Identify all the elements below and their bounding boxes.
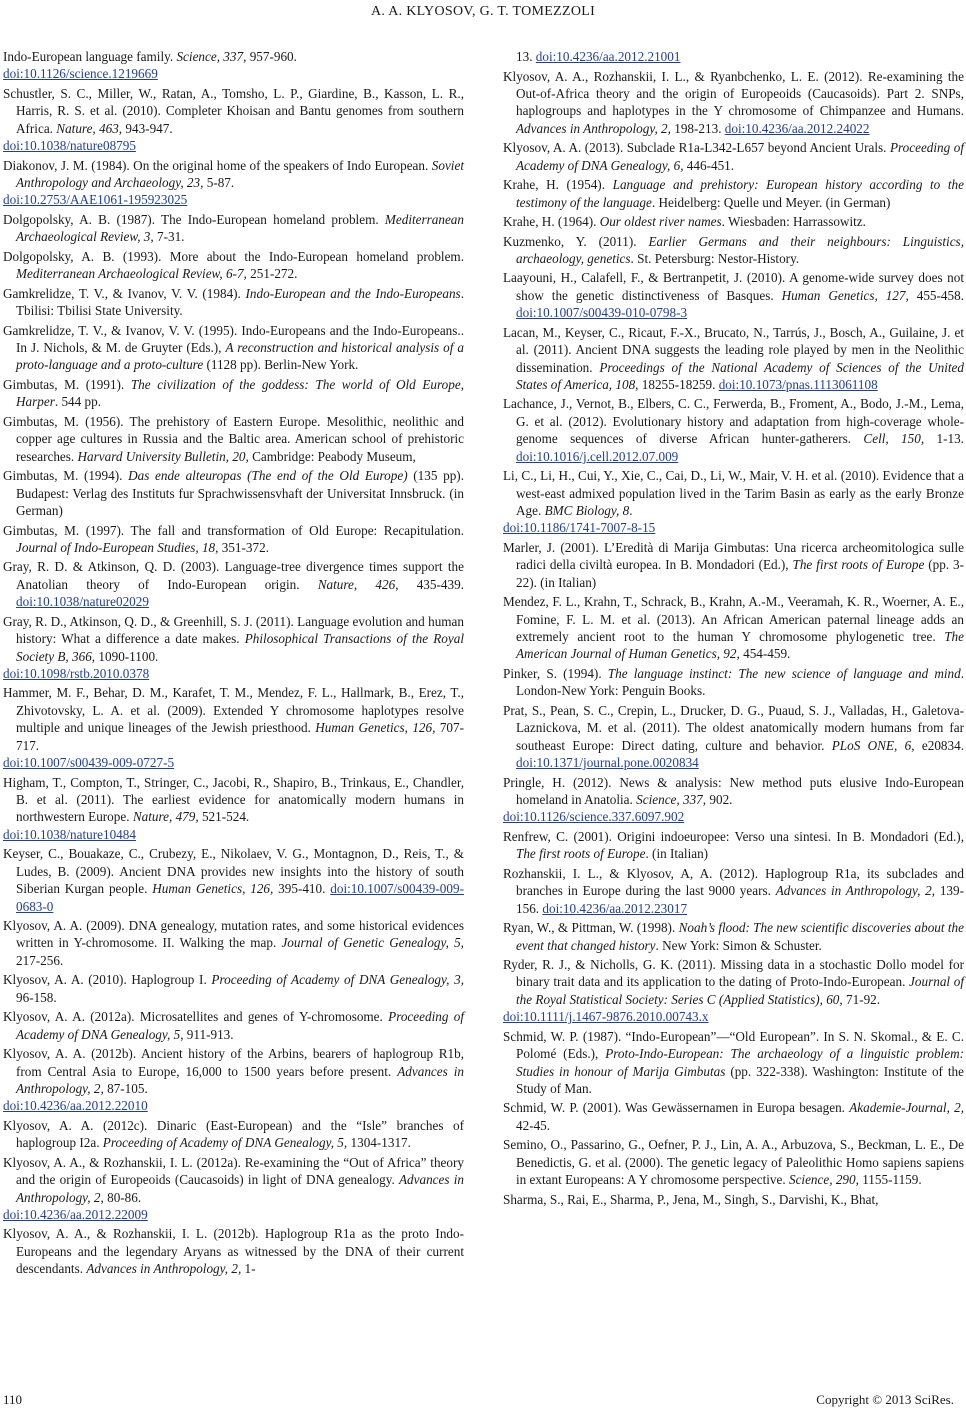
reference-source: Mediterranean Archaeological Review, 3, <box>16 211 464 245</box>
reference-source: Harvard University Bulletin, 20, <box>77 448 249 464</box>
reference-pages: (135 pp). Budapest: Verlag des Instituts fur Sprachwissensvhaft der Universitat Innsbruck. (in German) <box>16 468 464 518</box>
reference-text: Gimbutas, M. (1994). <box>3 468 129 484</box>
reference-pages: , 80-86. <box>100 1189 142 1205</box>
reference-pages: 7-31. <box>153 229 185 245</box>
reference-text: Rozhanskii, I. L., & Klyosov, A, A. (2012). Haplogroup R1a, its subclades and branches in Europe during the last 9000 years. <box>503 865 964 899</box>
reference-entry <box>503 324 964 394</box>
reference-source: Cell, 150, <box>863 431 925 447</box>
reference-pages: . 544 pp. <box>54 394 101 410</box>
doi-link[interactable]: doi:10.1007/s00439-010-0798-3 <box>516 305 688 321</box>
reference-text: Gamkrelidze, T. V., & Ivanov, V. V. (1995). Indo-Europeans and the Indo-Europeans.. In J. Nichols, & M. de Gruyter (Eds.), <box>3 322 464 356</box>
reference-entry <box>3 558 464 610</box>
reference-pages: . St. Petersburg: Nestor-History. <box>630 250 800 266</box>
reference-entry <box>3 48 464 83</box>
reference-pages: 1090-1100. <box>95 648 159 664</box>
reference-source: The language instinct: The new science of language and mind <box>607 665 961 681</box>
reference-pages: 707-717. <box>16 720 464 753</box>
reference-source: Soviet Anthropology and Archaeology, 23, <box>16 157 464 191</box>
reference-entry <box>3 85 464 155</box>
reference-text: Laayouni, H., Calafell, F., & Bertranpetit, J. (2010). A genome-wide survey does not show the genetic distinctiveness of Basques. <box>503 270 964 303</box>
reference-entry <box>3 467 464 519</box>
running-header: A. A. KLYOSOV, G. T. TOMEZZOLI <box>370 4 596 19</box>
reference-entry <box>503 48 964 65</box>
reference-entry <box>503 176 964 211</box>
reference-text: Ryan, W., & Pittman, W. (1998). <box>503 920 679 936</box>
reference-source: Earlier Germans and their neighbours: Linguistics, archaeology, genetics <box>516 233 964 266</box>
reference-text: Klyosov, A. A., & Rozhanskii, I. L. (2012b). Haplogroup R1a as the proto Indo-Europeans and the legendary Aryans as witnessed by the DNA of their current descendants. <box>3 1226 464 1277</box>
reference-entry <box>503 233 964 268</box>
reference-pages: 1-13. <box>924 431 964 447</box>
reference-source: A reconstruction and historical analysis of a proto-language and a proto-culture <box>16 340 464 373</box>
reference-pages: 395-410. <box>273 881 331 897</box>
reference-source: Human Genetics, 126, <box>315 720 436 736</box>
reference-pages: 902. <box>706 791 733 807</box>
reference-entry <box>503 68 964 138</box>
reference-entry <box>503 1191 964 1208</box>
reference-entry <box>503 865 964 917</box>
reference-text: Dolgopolsky, A. B. (1993). More about the Indo-European homeland problem. <box>3 248 464 264</box>
reference-text: Klyosov, A. A., Rozhanskii, I. L., & Ryanbchenko, L. E. (2012). Re-examining the Out-of-Africa theory and the origin of Europeoids (Caucasoids). Part 2. SNPs, haplogroups and haplotypes in the Y chromosome of Chimpanzee and Humans. <box>503 68 964 119</box>
reference-pages: 198-213. <box>670 120 725 136</box>
reference-entry <box>503 665 964 700</box>
reference-source: Science, 337, <box>636 791 707 807</box>
reference-source: Science, 290, <box>788 1172 859 1188</box>
reference-pages: 446-451. <box>683 157 735 173</box>
reference-source: Journal of Genetic Genealogy, 5, <box>281 935 464 951</box>
reference-pages: 454-459. <box>739 646 791 662</box>
doi-link[interactable]: doi:10.1038/nature02029 <box>16 594 149 610</box>
reference-entry <box>503 1099 964 1134</box>
reference-source: Advances in Anthropology, 2, <box>775 883 936 899</box>
doi-link[interactable]: doi:10.1098/rstb.2010.0378 <box>3 665 150 681</box>
reference-source: Proceedings of the National Academy of Sciences of the United States of America, 108, <box>516 359 964 392</box>
doi-link[interactable]: doi:10.1126/science.337.6097.902 <box>503 809 685 825</box>
reference-entry <box>503 213 964 230</box>
reference-text: Krahe, H. (1964). <box>503 214 600 230</box>
reference-source: Proceeding of Academy of DNA Genealogy, 5 <box>16 1009 464 1042</box>
reference-entry <box>3 248 464 283</box>
reference-text: Indo-European language family. <box>3 49 177 64</box>
reference-source: The first roots of Europe <box>792 557 925 573</box>
doi-link[interactable]: doi:10.1007/s00439-009-0683-0 <box>16 881 464 914</box>
doi-link[interactable]: doi:10.1111/j.1467-9876.2010.00743.x <box>503 1009 709 1025</box>
doi-link[interactable]: doi:10.1038/nature10484 <box>3 826 136 842</box>
reference-source: Journal of the Royal Statistical Society: Series C (Applied Statistics), 60, <box>516 974 964 1007</box>
reference-text: Kuzmenko, Y. (2011). <box>503 233 649 249</box>
reference-entry <box>503 828 964 863</box>
reference-entry <box>503 1028 964 1098</box>
reference-pages: (1128 pp). Berlin-New York. <box>203 357 359 373</box>
reference-entry <box>503 702 964 772</box>
reference-source: Advances in Anthropology, 2, <box>86 1261 242 1277</box>
reference-pages: 5-87. <box>203 175 235 191</box>
references-left-column <box>3 48 464 1280</box>
reference-text: Gimbutas, M. (1991). <box>3 376 131 392</box>
reference-pages: 943-947. <box>122 120 173 136</box>
reference-source: BMC Biology, 8 <box>544 503 630 518</box>
reference-entry <box>3 971 464 1006</box>
reference-source: The first roots of Europe <box>516 846 646 862</box>
reference-source: Philosophical Transactions of the Royal Society B, 366, <box>16 631 464 664</box>
reference-text: Klyosov, A. A. (2012c). Dinaric (East-European) and the “Isle” branches of haplogroup I2a. <box>3 1117 464 1151</box>
copyright-notice: Copyright © 2013 SciRes. <box>816 1392 954 1407</box>
reference-entry <box>3 1225 464 1277</box>
reference-pages: 351-372. <box>218 539 269 555</box>
doi-link[interactable]: doi:10.4236/aa.2012.24022 <box>724 120 870 136</box>
reference-text: Li, C., Li, H., Cui, Y., Xie, C., Cai, D., Li, W., Mair, V. H. et al. (2010). Evidence that a west-east admixed population lived in the Tarim Basin as early as the early Bronze Age. <box>503 468 964 518</box>
reference-pages: (pp. 3-22). (in Italian) <box>516 557 964 590</box>
reference-entry <box>503 139 964 174</box>
reference-text: Diakonov, J. M. (1984). On the original home of the speakers of Indo European. <box>3 157 432 173</box>
reference-pages: 18255-18259. <box>638 376 719 392</box>
reference-pages: 1304-1317. <box>347 1135 411 1151</box>
reference-text: Gamkrelidze, T. V., & Ivanov, V. V. (1984). <box>3 285 246 301</box>
reference-source: Noah’s flood: The new scientific discoveries about the event that changed history <box>516 920 964 953</box>
reference-text: Pinker, S. (1994). <box>503 665 608 681</box>
reference-text: Dolgopolsky, A. B. (1987). The Indo-European homeland problem. <box>3 211 385 227</box>
reference-text: Klyosov, A. A. (2013). Subclade R1a-L342-L657 beyond Ancient Urals. <box>503 140 890 156</box>
reference-entry <box>3 322 464 374</box>
reference-text: Gray, R. D. & Atkinson, Q. D. (2003). Language-tree divergence times support the Anatolian theory of Indo-European origin. <box>3 559 464 592</box>
reference-pages: (pp. 322-338). Washington: Institute of the Study of Man. <box>516 1063 964 1096</box>
page-number: 110 <box>3 1392 23 1407</box>
reference-text: 13. <box>516 49 536 64</box>
reference-source: Science, 337, <box>176 49 247 64</box>
reference-text: Renfrew, C. (2001). Origini indoeuropee: Verso una sintesi. In B. Mondadori (Ed.), <box>503 828 964 844</box>
reference-text: Schmid, W. P. (2001). Was Gewässernamen in Europa besagen. <box>503 1100 850 1116</box>
reference-text: Schmid, W. P. (1987). “Indo-European”—“Old European”. In S. N. Skomal., & E. C. Polomé (Eds.), <box>503 1028 964 1062</box>
reference-source: Akademie-Journal, 2, <box>849 1100 965 1116</box>
reference-entry <box>503 395 964 465</box>
reference-entry <box>3 917 464 969</box>
references-right-column <box>503 48 964 1210</box>
doi-link[interactable]: doi:10.2753/AAE1061-195923025 <box>3 192 188 208</box>
reference-text: Keyser, C., Bouakaze, C., Crubezy, E., Nikolaev, V. G., Montagnon, D., Reis, T., & Ludes, B. (2009). Ancient DNA provides new insights into the history of south Siberian Kurgan people. <box>3 846 464 897</box>
reference-text: Prat, S., Pean, S. C., Crepin, L., Drucker, D. G., Puaud, S. J., Valladas, H., Galetova-Laznickova, M. et al. (2011). The oldest anatomically modern humans from far southeast Europe: Direct dating, culture and behavior. <box>503 702 964 753</box>
reference-pages: . <box>629 503 633 518</box>
reference-text: Klyosov, A. A. (2012b). Ancient history of the Arbins, bearers of haplogroup R1b, from Central Asia to Europe, 16,000 to 1500 years before present. <box>3 1046 464 1079</box>
reference-text: Gray, R. D., Atkinson, Q. D., & Greenhill, S. J. (2011). Language evolution and human history: What a difference a date makes. <box>3 613 464 647</box>
reference-pages: 87-105. <box>103 1080 148 1096</box>
reference-text: Gimbutas, M. (1956). The prehistory of Eastern Europe. Mesolithic, neolithic and copper age cultures in Russia and the Baltic area. American school of prehistoric researches. <box>3 413 464 464</box>
reference-entry <box>503 956 964 1026</box>
reference-entry <box>3 774 464 844</box>
reference-text: Klyosov, A. A. (2009). DNA genealogy, mutation rates, and some historical evidences written in Y-chromosome. II. Walking the map. <box>3 918 464 951</box>
reference-text: Klyosov, A. A. (2012a). Microsatellites and genes of Y-chromosome. <box>3 1009 389 1025</box>
reference-source: Nature, 463, <box>56 120 123 136</box>
reference-entry <box>503 1136 964 1188</box>
reference-source: Proto-Indo-European: The archaeology of a linguistic problem: Studies in honour of Marija Gimbutas <box>516 1046 964 1079</box>
reference-text: Sharma, S., Rai, E., Sharma, P., Jena, M., Singh, S., Darvishi, K., Bhat, <box>503 1191 879 1207</box>
reference-text: Lachance, J., Vernot, B., Elbers, C. C., Ferwerda, B., Froment, A., Bodo, J.-M., Lema, G. et al. (2012). Evolutionary history and adaptation from high-coverage whole-genome sequences of diverse African hunter-gatherers. <box>503 396 964 447</box>
reference-pages: . Tbilisi: Tbilisi State University. <box>16 285 464 319</box>
reference-source: Advances in Anthropology, 2 <box>16 1172 464 1205</box>
reference-pages: 1- <box>241 1261 256 1277</box>
reference-entry <box>3 376 464 411</box>
reference-source: Human Genetics, 126, <box>152 881 274 897</box>
reference-entry <box>503 919 964 954</box>
reference-pages: 42-45. <box>516 1117 551 1133</box>
doi-link[interactable]: doi:10.1038/nature08795 <box>3 138 136 154</box>
reference-source: Journal of Indo-European Studies, 18, <box>16 539 219 555</box>
reference-source: Advances in Anthropology, 2, <box>16 1063 464 1096</box>
reference-source: Mediterranean Archaeological Review, 6-7, <box>16 266 247 282</box>
reference-source: Nature, 426 <box>317 576 396 592</box>
reference-source: The civilization of the goddess: The world of Old Europe, Harper <box>16 376 464 410</box>
reference-text: Higham, T., Compton, T., Stringer, C., Jacobi, R., Shapiro, B., Trinkaus, E., Chandler, B. et al. (2011). The earliest evidence for anatomically modern humans in northwestern Europe. <box>3 774 464 825</box>
reference-entry <box>3 522 464 557</box>
reference-source: Language and prehistory: European history according to the testimony of the language <box>516 177 964 210</box>
reference-pages: 521-524. <box>198 809 250 825</box>
reference-source: Proceeding of Academy of DNA Genealogy, 5, <box>102 1135 348 1151</box>
reference-source: Proceeding of Academy of DNA Genealogy, 6, <box>516 140 964 173</box>
reference-entry <box>503 539 964 591</box>
reference-entry <box>503 467 964 537</box>
reference-source: Proceeding of Academy of DNA Genealogy, 3, <box>211 972 464 988</box>
reference-entry <box>3 1045 464 1115</box>
reference-text: Pringle, H. (2012). News & analysis: New method puts elusive Indo-European homeland in Anatolia. <box>503 774 964 807</box>
reference-text: Ryder, R. J., & Nicholls, G. K. (2011). Missing data in a stochastic Dollo model for binary trait data and its application to the dating of Proto-Indo-European. <box>503 957 964 990</box>
reference-pages: , 911-913. <box>180 1026 234 1042</box>
reference-entry <box>3 413 464 465</box>
reference-pages: 71-92. <box>842 991 881 1007</box>
reference-entry <box>503 269 964 321</box>
reference-pages: 957-960. <box>246 49 297 64</box>
reference-entry <box>503 593 964 663</box>
reference-pages: . (in Italian) <box>645 846 709 862</box>
reference-entry <box>3 211 464 246</box>
reference-entry <box>3 845 464 915</box>
doi-link[interactable]: doi:10.1186/1741-7007-8-15 <box>503 520 656 536</box>
doi-link[interactable]: doi:10.4236/aa.2012.21001 <box>535 49 681 64</box>
reference-source: The American Journal of Human Genetics, 92, <box>516 629 964 662</box>
reference-pages: . Wiesbaden: Harrassowitz. <box>721 214 866 230</box>
reference-pages: . London-New York: Penguin Books. <box>516 665 964 699</box>
reference-pages: 139-156. <box>516 883 964 916</box>
reference-text: Marler, J. (2001). L’Eredità di Marija Gimbutas: Una ricerca archeomitologica sulle radici della civiltà europea. In B. Mondadori (Ed.), <box>503 539 964 573</box>
reference-entry <box>3 157 464 209</box>
reference-entry <box>3 684 464 771</box>
reference-entry <box>3 1154 464 1224</box>
reference-pages: 251-272. <box>246 266 298 282</box>
doi-link[interactable]: doi:10.4236/aa.2012.22010 <box>3 1098 148 1114</box>
reference-pages: e20834. <box>914 737 964 753</box>
reference-entry <box>3 1117 464 1152</box>
reference-entry <box>3 613 464 683</box>
reference-pages: 1155-1159. <box>858 1172 922 1188</box>
doi-link[interactable]: doi:10.4236/aa.2012.22009 <box>3 1206 148 1222</box>
reference-entry <box>3 1008 464 1043</box>
reference-pages: 96-158. <box>16 989 57 1005</box>
doi-link[interactable]: doi:10.1007/s00439-009-0727-5 <box>3 755 175 771</box>
reference-source: PLoS ONE, 6, <box>831 737 915 753</box>
reference-text: Gimbutas, M. (1997). The fall and transformation of Old Europe: Recapitulation. <box>3 522 464 538</box>
reference-text: Hammer, M. F., Behar, D. M., Karafet, T. M., Mendez, F. L., Hallmark, B., Erez, T., Zhivotovsky, L. A. et al. (2009). Extended Y chromosome haplotypes resolve multiple and unique lineages of the Jewish priesthood. <box>3 685 464 736</box>
reference-pages: , 435-439. <box>395 576 464 592</box>
reference-text: Semino, O., Passarino, G., Oefner, P. J., Lin, A. A., Arbuzova, S., Beckman, L. E., De Benedictis, G. et al. (2000). The genetic legacy of Paleolithic Homo sapiens sapiens in extant Europeans: A Y chromosome perspective. <box>503 1137 964 1188</box>
doi-link[interactable]: doi:10.1371/journal.pone.0020834 <box>516 755 699 771</box>
reference-pages: . Heidelberg: Quelle und Meyer. (in German) <box>651 194 891 210</box>
reference-pages: 217-256. <box>16 952 64 968</box>
reference-text: Krahe, H. (1954). <box>503 177 613 193</box>
doi-link[interactable]: doi:10.1073/pnas.1113061108 <box>718 376 878 392</box>
doi-link[interactable]: doi:10.1126/science.1219669 <box>3 66 158 82</box>
reference-source: Our oldest river names <box>599 214 722 230</box>
reference-text: Klyosov, A. A., & Rozhanskii, I. L. (2012a). Re-examining the “Out of Africa” theory and the origin of Europeoids (Caucasoids) in light of DNA genealogy. <box>3 1154 464 1188</box>
reference-text: Lacan, M., Keyser, C., Ricaut, F.-X., Brucato, N., Tarrús, J., Bosch, A., Guilaine, J. et al. (2011). Ancient DNA suggests the leading role played by men in the Neolithic dissemination. <box>503 324 964 375</box>
reference-source: Advances in Anthropology, 2, <box>516 120 671 136</box>
reference-source: Nature, 479, <box>132 809 199 825</box>
reference-text: Mendez, F. L., Krahn, T., Schrack, B., Krahn, A.-M., Veeramah, K. R., Woerner, A. E., Fomine, F. L. M. et al. (2013). An African American paternal lineage adds an extremely ancient root to the human Y chromosome phylogenetic tree. <box>503 594 964 645</box>
reference-source: Human Genetics, 127, <box>781 287 909 303</box>
reference-text: Schustler, S. C., Miller, W., Ratan, A., Tomsho, L. P., Giardine, B., Kasson, L. R., Harris, R. S. et al. (2010). Completer Khoisan and Bantu genomes from southern Africa. <box>3 85 464 136</box>
reference-source: Das ende alteuropas (The end of the Old Europe) <box>128 468 408 484</box>
reference-source: Indo-European and the Indo-Europeans <box>245 285 461 301</box>
doi-link[interactable]: doi:10.1016/j.cell.2012.07.009 <box>516 448 679 464</box>
reference-pages: Cambridge: Peabody Museum, <box>248 448 416 464</box>
reference-text: Klyosov, A. A. (2010). Haplogroup I. <box>3 972 212 988</box>
doi-link[interactable]: doi:10.4236/aa.2012.23017 <box>542 900 688 916</box>
reference-entry <box>503 774 964 826</box>
reference-entry <box>3 285 464 320</box>
reference-pages: 455-458. <box>908 287 964 303</box>
reference-pages: . New York: Simon & Schuster. <box>655 937 822 953</box>
